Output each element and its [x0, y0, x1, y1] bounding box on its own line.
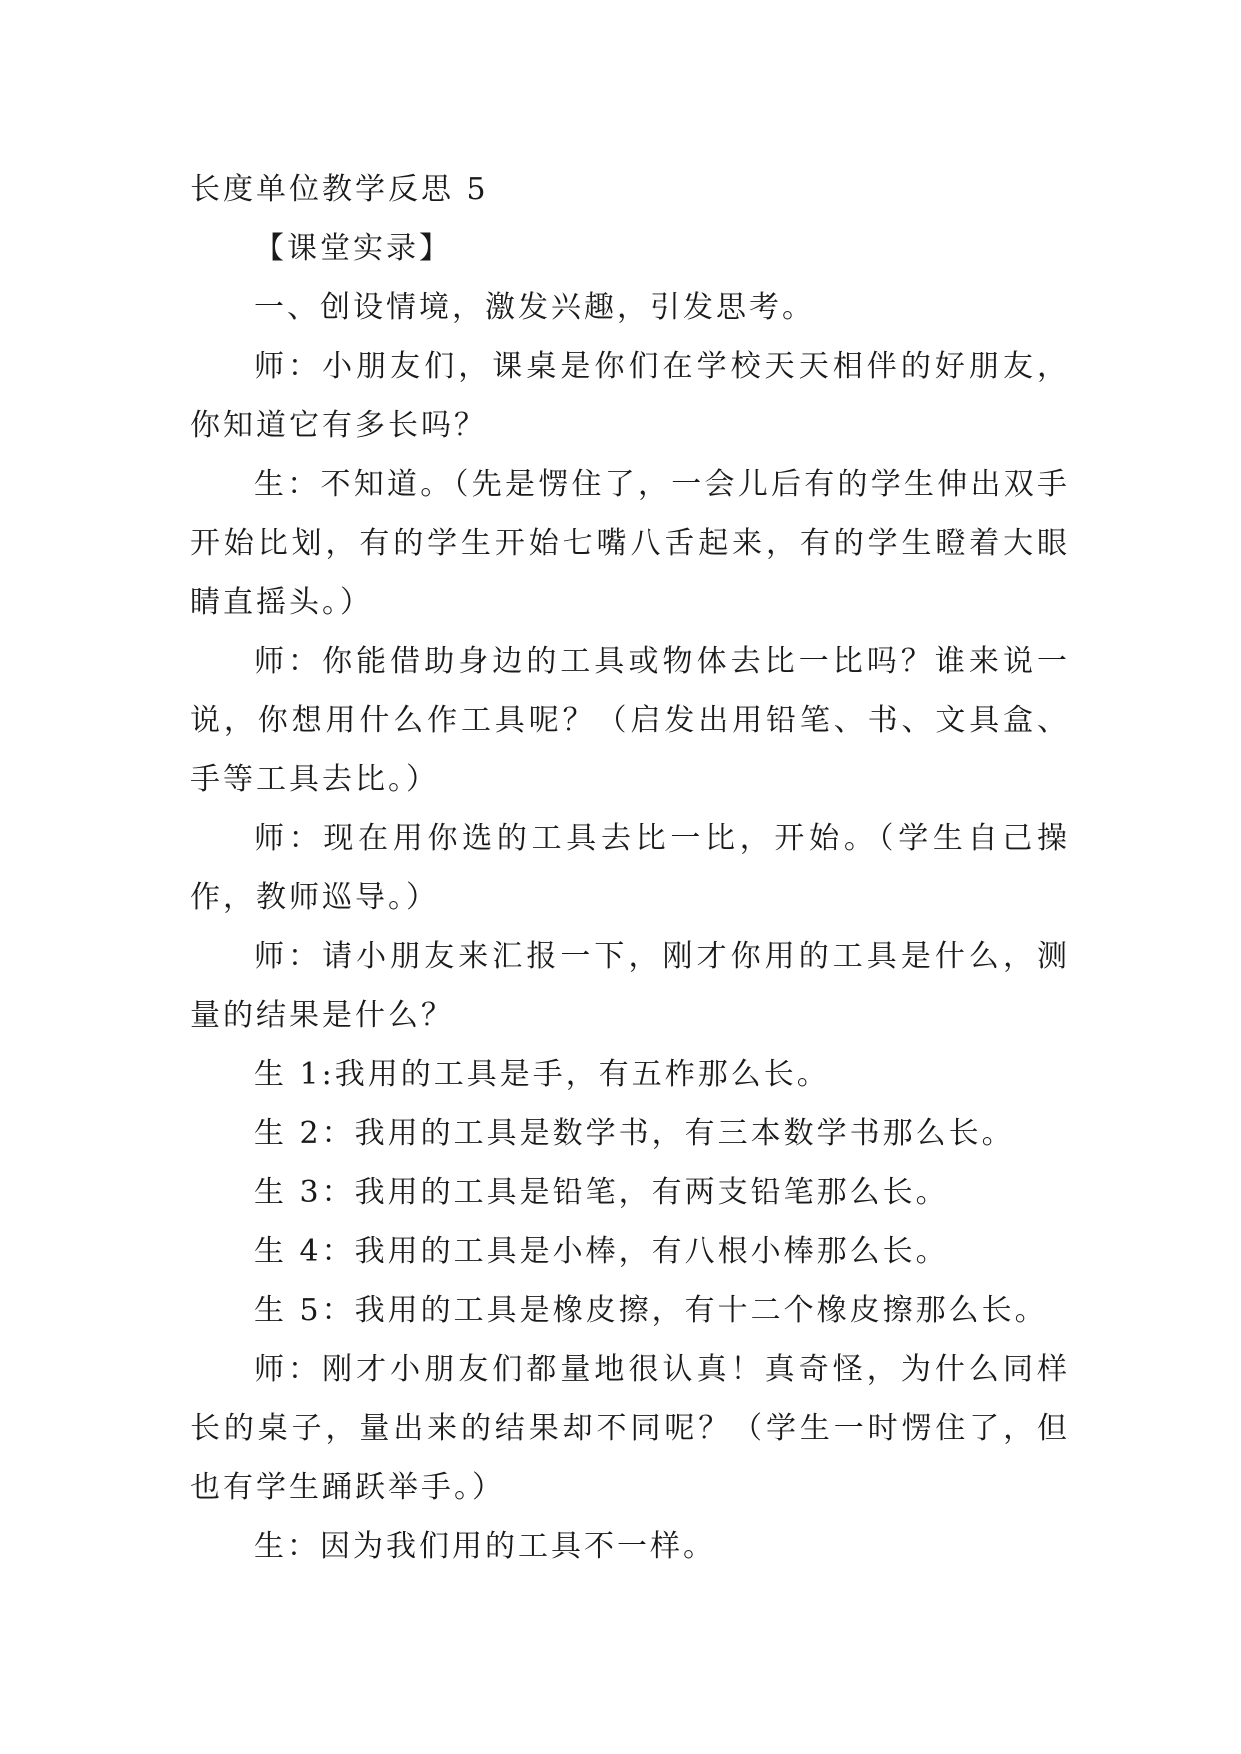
- paragraph: 师：现在用你选的工具去比一比，开始。（学生自己操作，教师巡导。）: [190, 821, 1070, 915]
- paragraph: 师：刚才小朋友们都量地很认真！真奇怪，为什么同样长的桌子，量出来的结果却不同呢？（学生一时愣住了，但也有学生踊跃举手。）: [190, 1352, 1070, 1505]
- paragraph: 生 2：我用的工具是数学书，有三本数学书那么长。: [254, 1116, 1015, 1151]
- document-body: [190, 160, 1070, 1576]
- paragraph: 生：不知道。（先是愣住了，一会儿后有的学生伸出双手开始比划，有的学生开始七嘴八舌起来，有的学生瞪着大眼睛直摇头。）: [190, 467, 1070, 620]
- paragraph: 师：小朋友们，课桌是你们在学校天天相伴的好朋友，你知道它有多长吗？: [190, 349, 1070, 443]
- section-heading-classroom-record: 【课堂实录】: [254, 231, 452, 266]
- paragraph: 生：因为我们用的工具不一样。: [254, 1529, 716, 1564]
- paragraph: 生 4：我用的工具是小棒，有八根小棒那么长。: [254, 1234, 949, 1269]
- section-heading-situation: 一、创设情境，激发兴趣，引发思考。: [254, 290, 815, 325]
- paragraph: 生 5：我用的工具是橡皮擦，有十二个橡皮擦那么长。: [254, 1293, 1048, 1328]
- paragraph: 师：你能借助身边的工具或物体去比一比吗？谁来说一说，你想用什么作工具呢？（启发出用铅笔、书、文具盒、手等工具去比。）: [190, 644, 1070, 797]
- paragraph: 生 3：我用的工具是铅笔，有两支铅笔那么长。: [254, 1175, 949, 1210]
- document-title: 长度单位教学反思 5: [190, 172, 489, 207]
- paragraph: 师：请小朋友来汇报一下，刚才你用的工具是什么，测量的结果是什么？: [190, 939, 1070, 1033]
- paragraph: 生 1:我用的工具是手，有五柞那么长。: [254, 1057, 830, 1092]
